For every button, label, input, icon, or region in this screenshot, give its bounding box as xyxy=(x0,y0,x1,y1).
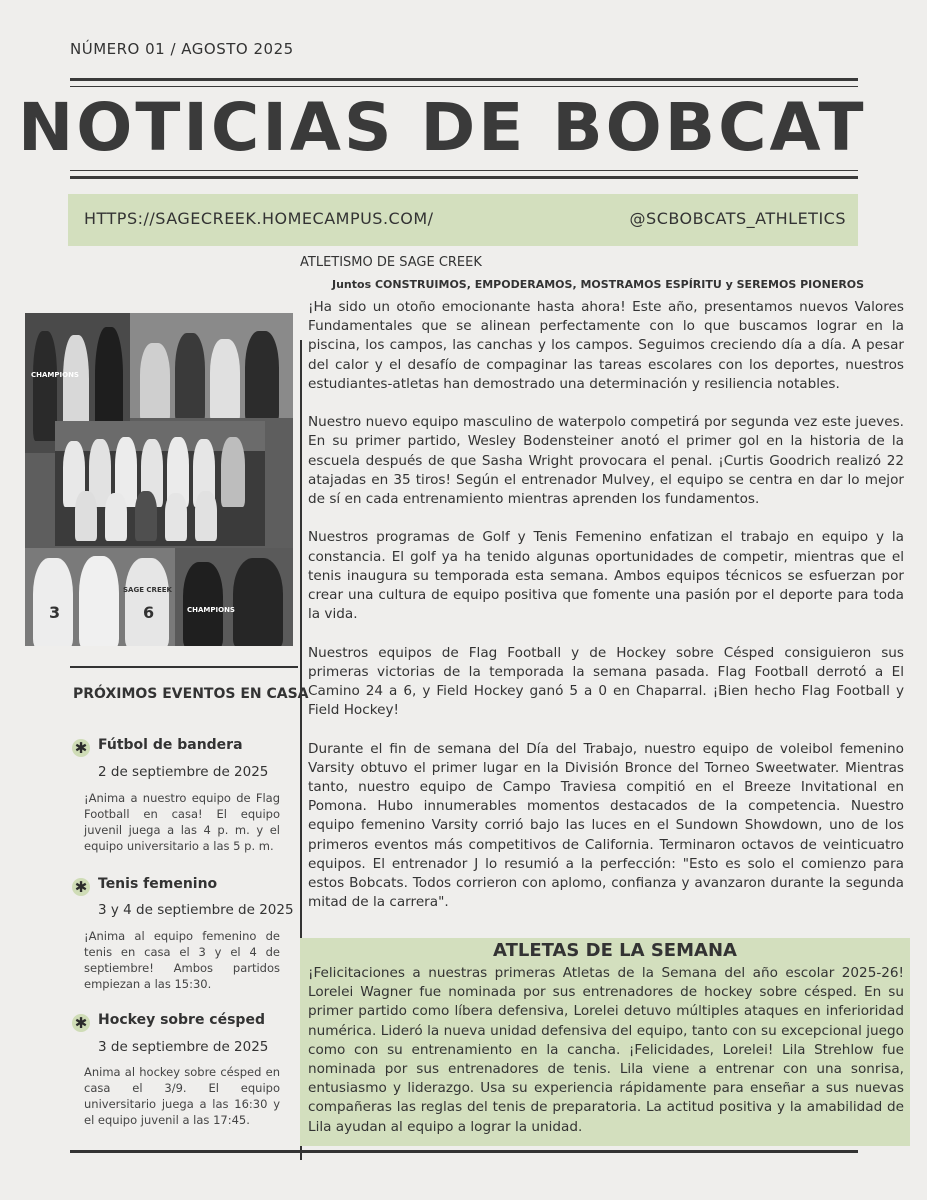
jersey-number-3: 3 xyxy=(49,603,61,622)
asterisk-icon: ✱ xyxy=(72,739,90,757)
title-rule-1 xyxy=(70,170,858,171)
event-date: 3 de septiembre de 2025 xyxy=(98,1039,269,1055)
team-photo-collage xyxy=(25,313,293,646)
banner-sage-creek: SAGE CREEK xyxy=(123,586,172,594)
event-description: ¡Anima a nuestro equipo de Flag Football en casa! El equipo juvenil juega a las 4 p. m. y el equipo universitario a las 5 p. m. xyxy=(84,791,280,853)
athletes-title: ATLETAS DE LA SEMANA xyxy=(493,940,737,961)
newsletter-title: NOTICIAS DE BOBCAT xyxy=(18,89,867,166)
link-bar xyxy=(68,194,858,246)
asterisk-icon: ✱ xyxy=(72,1014,90,1032)
article-tagline: Juntos CONSTRUIMOS, EMPODERAMOS, MOSTRAMOS ESPÍRITU y SEREMOS PIONEROS xyxy=(332,278,865,291)
article-paragraph: Nuestro nuevo equipo masculino de waterpolo competirá por segunda vez este jueves. En su primer partido, Wesley Bodensteiner anotó el primer gol en la historia de la escuela después de que Sasha Wright provocara el penal. ¡Curtis Goodrich realizó 22 atajadas en 35 tiros! Según el entrenador Mulvey, el equipo se centra en dar lo mejor de sí en cada entrenamiento mientras aprenden los fundamentos. xyxy=(308,414,904,508)
photo-volleyball-team xyxy=(55,421,265,546)
banner-champions-2: CHAMPIONS xyxy=(187,606,235,614)
asterisk-icon: ✱ xyxy=(72,878,90,896)
title-rule-2 xyxy=(70,176,858,179)
sidebar-rule xyxy=(70,666,298,668)
article-paragraph: Nuestros programas de Golf y Tenis Femenino enfatizan el trabajo en equipo y la constancia. El golf ya ha tenido algunas oportunidades de competir, mientras que el tenis inaugura su temporada esta semana. Ambos equipos técnicos se esfuerzan por crear una cultura de equipo positiva que fomente una pasión por el deporte para toda la vida. xyxy=(308,529,904,623)
banner-champions-1: CHAMPIONS xyxy=(31,371,79,379)
article-body xyxy=(308,298,904,932)
event-description: Anima al hockey sobre césped en casa el 3/9. El equipo universitario juega a las 16:30 y el equipo juvenil a las 17:45. xyxy=(84,1065,280,1127)
social-handle[interactable]: @SCBOBCATS_ATHLETICS xyxy=(629,209,846,228)
website-link[interactable]: HTTPS://SAGECREEK.HOMECAMPUS.COM/ xyxy=(84,209,434,228)
photo-team-huddle xyxy=(130,313,293,418)
event-name: Fútbol de bandera xyxy=(98,737,243,753)
issue-date: NÚMERO 01 / AGOSTO 2025 xyxy=(70,40,294,58)
event-name: Tenis femenino xyxy=(98,876,218,892)
photo-cross-country xyxy=(25,548,175,646)
jersey-number-6: 6 xyxy=(143,603,155,622)
event-date: 3 y 4 de septiembre de 2025 xyxy=(98,902,294,918)
event-name: Hockey sobre césped xyxy=(98,1012,265,1028)
bottom-rule xyxy=(70,1150,858,1153)
event-date: 2 de septiembre de 2025 xyxy=(98,764,269,780)
article-paragraph: Nuestros equipos de Flag Football y de Hockey sobre Césped consiguieron sus primeras victorias de la temporada la semana pasada. Flag Football derrotó a El Camino 24 a 6, y Field Hockey ganó 5 a 0 en Chaparral. ¡Bien hecho Flag Football y Field Hockey! xyxy=(308,644,904,719)
athletes-body: ¡Felicitaciones a nuestras primeras Atletas de la Semana del año escolar 2025-26! Lorelei Wagner fue nominada por sus entrenadores de hockey sobre césped. En su primer partido como líbera defensiva, Lorelei detuvo múltiples ataques en inferioridad numérica. Lideró la nueva unidad defensiva del equipo, tanto con su excepcional juego como con su entrenamiento en la cancha. ¡Felicidades, Lorelei! Lila Strehlow fue nominada por sus entrenadores de tenis. Lila viene a entrenar con una sonrisa, entusiasmo y liderazgo. Usa su experiencia rápidamente para enseñar a sus nuevas compañeras las reglas del tenis de preparatoria. La actitud positiva y la amabilidad de Lila ayudan al equipo a lograr la unidad. xyxy=(308,965,904,1135)
article-kicker: ATLETISMO DE SAGE CREEK xyxy=(300,255,482,270)
photo-champions-golf xyxy=(175,548,293,646)
event-description: ¡Anima al equipo femenino de tenis en casa el 3 y el 4 de septiembre! Ambos partidos empiezan a las 15:30. xyxy=(84,929,280,991)
article-paragraph: Durante el fin de semana del Día del Trabajo, nuestro equipo de voleibol femenino Varsity obtuvo el primer lugar en la División Bronce del Torneo Sweetwater. Mientras tanto, nuestro equipo de Campo Traviesa compitió en el Breeze Invitational en Pomona. Hubo innumerables momentos destacados de la competencia. Nuestro equipo femenino Varsity corrió bajo las luces en el Sundown Showdown, uno de los primeros eventos más competitivos de California. Terminaron octavos de veinticuatro equipos. El entrenador J lo resumió a la perfección: "Esto es solo el comienzo para estos Bobcats. Todos corrieron con aplomo, confianza y avanzaron durante la segunda mitad de la carrera". xyxy=(308,740,904,911)
events-title: PRÓXIMOS EVENTOS EN CASA xyxy=(73,686,309,702)
article-paragraph: ¡Ha sido un otoño emocionante hasta ahora! Este año, presentamos nuevos Valores Fundamentales que se alinean perfectamente con lo que buscamos lograr en la piscina, los campos, las canchas y los campos. Seguimos creciendo día a día. A pesar del calor y el desafío de compaginar las tareas escolares con los deportes, nuestros estudiantes-atletas han demostrado una determinación y resiliencia notables. xyxy=(308,299,904,392)
athletes-of-week-box xyxy=(300,938,910,1146)
